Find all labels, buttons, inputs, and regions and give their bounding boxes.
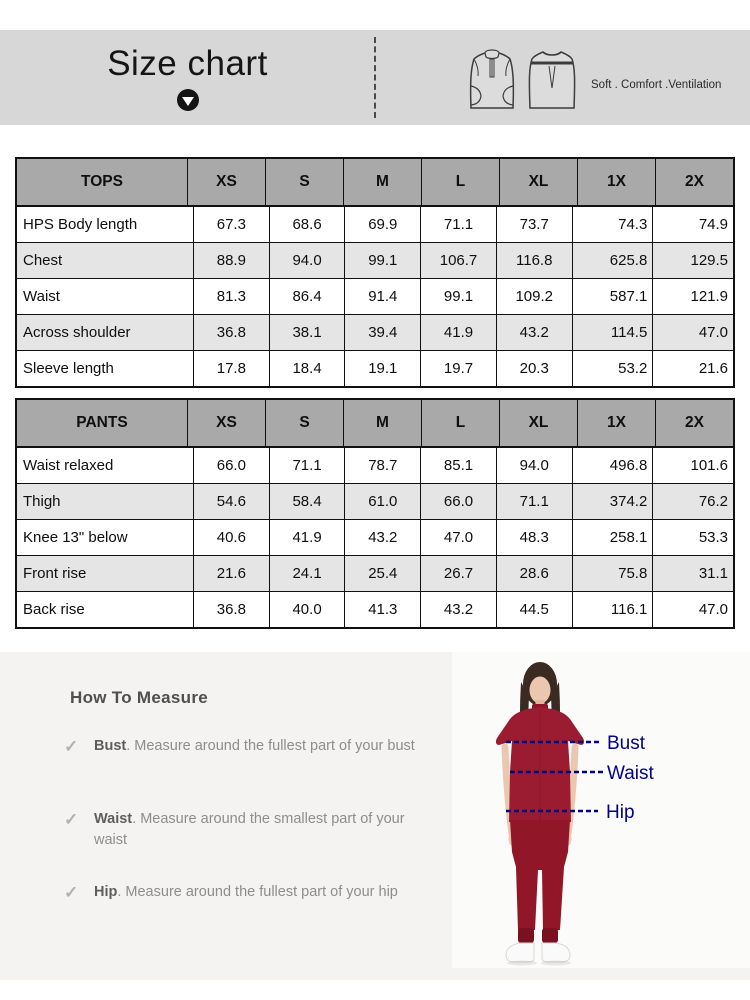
table-row [17, 278, 733, 314]
size-header-cell: XL [499, 159, 577, 205]
measure-term: Hip [94, 884, 118, 900]
size-cell: 48.3 [496, 520, 572, 555]
table-title-cell: TOPS [81, 173, 123, 190]
row-label: Sleeve length [23, 360, 114, 377]
size-cell: 71.1 [269, 448, 345, 483]
size-cell: 40.6 [193, 520, 269, 555]
table-row [17, 314, 733, 350]
measure-item-bust [64, 736, 420, 757]
size-cell: 47.0 [652, 592, 733, 627]
size-cell: 75.8 [572, 556, 653, 591]
size-header-cell: 2X [655, 159, 733, 205]
size-cell: 81.3 [193, 279, 269, 314]
table-row [17, 206, 733, 242]
size-cell: 53.2 [572, 351, 653, 386]
size-cell: 40.0 [269, 592, 345, 627]
size-cell: 94.0 [269, 243, 345, 278]
down-arrow-icon [177, 89, 199, 111]
measure-desc: . Measure around the smallest part of your waist [94, 811, 405, 848]
size-cell: 114.5 [572, 315, 653, 350]
row-label: Chest [23, 252, 63, 269]
size-cell: 78.7 [344, 448, 420, 483]
size-cell: 47.0 [652, 315, 733, 350]
size-cell: 496.8 [572, 448, 653, 483]
row-label: Front rise [23, 565, 87, 582]
size-cell: 69.9 [344, 207, 420, 242]
row-label: Across shoulder [23, 324, 131, 341]
size-cell: 25.4 [344, 556, 420, 591]
size-cell: 94.0 [496, 448, 572, 483]
size-header-cell: 2X [655, 400, 733, 446]
header-left [0, 30, 375, 125]
size-header-cell: M [343, 159, 421, 205]
table-header-row [17, 159, 733, 206]
size-cell: 71.1 [420, 207, 496, 242]
size-cell: 67.3 [193, 207, 269, 242]
tagline: Soft . Comfort .Ventilation [591, 78, 722, 91]
measure-desc: . Measure around the fullest part of your bust [126, 738, 415, 754]
size-cell: 99.1 [344, 243, 420, 278]
size-header-cell: XS [187, 159, 265, 205]
size-header-cell: 1X [577, 159, 655, 205]
measure-desc: . Measure around the fullest part of your hip [117, 884, 398, 900]
tops-table [15, 157, 735, 388]
size-cell: 41.3 [344, 592, 420, 627]
header-band [0, 30, 750, 125]
size-cell: 76.2 [652, 484, 733, 519]
vest-back-icon [525, 46, 579, 114]
size-header-cell: XL [499, 400, 577, 446]
size-cell: 43.2 [344, 520, 420, 555]
size-cell: 71.1 [496, 484, 572, 519]
size-header-cell: XS [187, 400, 265, 446]
check-icon: ✓ [64, 810, 79, 829]
size-cell: 20.3 [496, 351, 572, 386]
size-cell: 106.7 [420, 243, 496, 278]
header-right [375, 30, 750, 125]
size-cell: 39.4 [344, 315, 420, 350]
measure-term: Bust [94, 738, 127, 754]
size-cell: 44.5 [496, 592, 572, 627]
size-cell: 36.8 [193, 315, 269, 350]
bust-label: Bust [607, 733, 646, 754]
size-cell: 19.7 [420, 351, 496, 386]
size-cell: 74.3 [572, 207, 653, 242]
table-row [17, 519, 733, 555]
size-cell: 19.1 [344, 351, 420, 386]
check-icon: ✓ [64, 883, 79, 902]
size-cell: 53.3 [652, 520, 733, 555]
size-header-cell: L [421, 400, 499, 446]
vest-front-icon [465, 46, 519, 114]
table-title-cell: PANTS [76, 414, 128, 431]
size-header-cell: S [265, 400, 343, 446]
measure-term: Waist [94, 811, 133, 827]
row-label: Waist [23, 288, 60, 305]
size-cell: 24.1 [269, 556, 345, 591]
size-cell: 17.8 [193, 351, 269, 386]
size-cell: 58.4 [269, 484, 345, 519]
size-cell: 66.0 [193, 448, 269, 483]
size-cell: 43.2 [496, 315, 572, 350]
page-title: Size chart [107, 44, 268, 83]
pants-table [15, 398, 735, 629]
row-label: Back rise [23, 601, 85, 618]
size-cell: 31.1 [652, 556, 733, 591]
table-row [17, 447, 733, 483]
size-cell: 88.9 [193, 243, 269, 278]
size-cell: 85.1 [420, 448, 496, 483]
size-header-cell: S [265, 159, 343, 205]
waist-label: Waist [607, 763, 654, 784]
table-row [17, 242, 733, 278]
size-cell: 38.1 [269, 315, 345, 350]
size-cell: 74.9 [652, 207, 733, 242]
size-cell: 625.8 [572, 243, 653, 278]
size-cell: 99.1 [420, 279, 496, 314]
size-cell: 21.6 [193, 556, 269, 591]
model-photo [430, 652, 750, 980]
size-cell: 21.6 [652, 351, 733, 386]
table-row [17, 555, 733, 591]
size-cell: 101.6 [652, 448, 733, 483]
size-cell: 43.2 [420, 592, 496, 627]
check-icon: ✓ [64, 737, 79, 756]
size-cell: 374.2 [572, 484, 653, 519]
size-cell: 61.0 [344, 484, 420, 519]
size-cell: 18.4 [269, 351, 345, 386]
size-cell: 47.0 [420, 520, 496, 555]
size-cell: 86.4 [269, 279, 345, 314]
size-cell: 91.4 [344, 279, 420, 314]
size-header-cell: L [421, 159, 499, 205]
table-row [17, 591, 733, 627]
size-cell: 258.1 [572, 520, 653, 555]
size-cell: 109.2 [496, 279, 572, 314]
table-row [17, 350, 733, 386]
size-cell: 121.9 [652, 279, 733, 314]
size-cell: 26.7 [420, 556, 496, 591]
size-cell: 28.6 [496, 556, 572, 591]
size-cell: 587.1 [572, 279, 653, 314]
measure-item-hip [64, 882, 420, 903]
table-row [17, 483, 733, 519]
size-cell: 41.9 [420, 315, 496, 350]
row-label: Thigh [23, 493, 61, 510]
size-cell: 129.5 [652, 243, 733, 278]
size-cell: 66.0 [420, 484, 496, 519]
size-cell: 54.6 [193, 484, 269, 519]
size-cell: 73.7 [496, 207, 572, 242]
size-header-cell: 1X [577, 400, 655, 446]
how-to-measure-section [0, 652, 750, 980]
size-cell: 41.9 [269, 520, 345, 555]
size-cell: 68.6 [269, 207, 345, 242]
size-cell: 116.1 [572, 592, 653, 627]
size-cell: 116.8 [496, 243, 572, 278]
size-cell: 36.8 [193, 592, 269, 627]
row-label: HPS Body length [23, 216, 138, 233]
how-to-measure-title: How To Measure [70, 688, 209, 707]
size-header-cell: M [343, 400, 421, 446]
row-label: Waist relaxed [23, 457, 114, 474]
table-header-row [17, 400, 733, 447]
row-label: Knee 13" below [23, 529, 128, 546]
measure-item-waist [64, 809, 420, 851]
hip-label: Hip [606, 802, 635, 823]
